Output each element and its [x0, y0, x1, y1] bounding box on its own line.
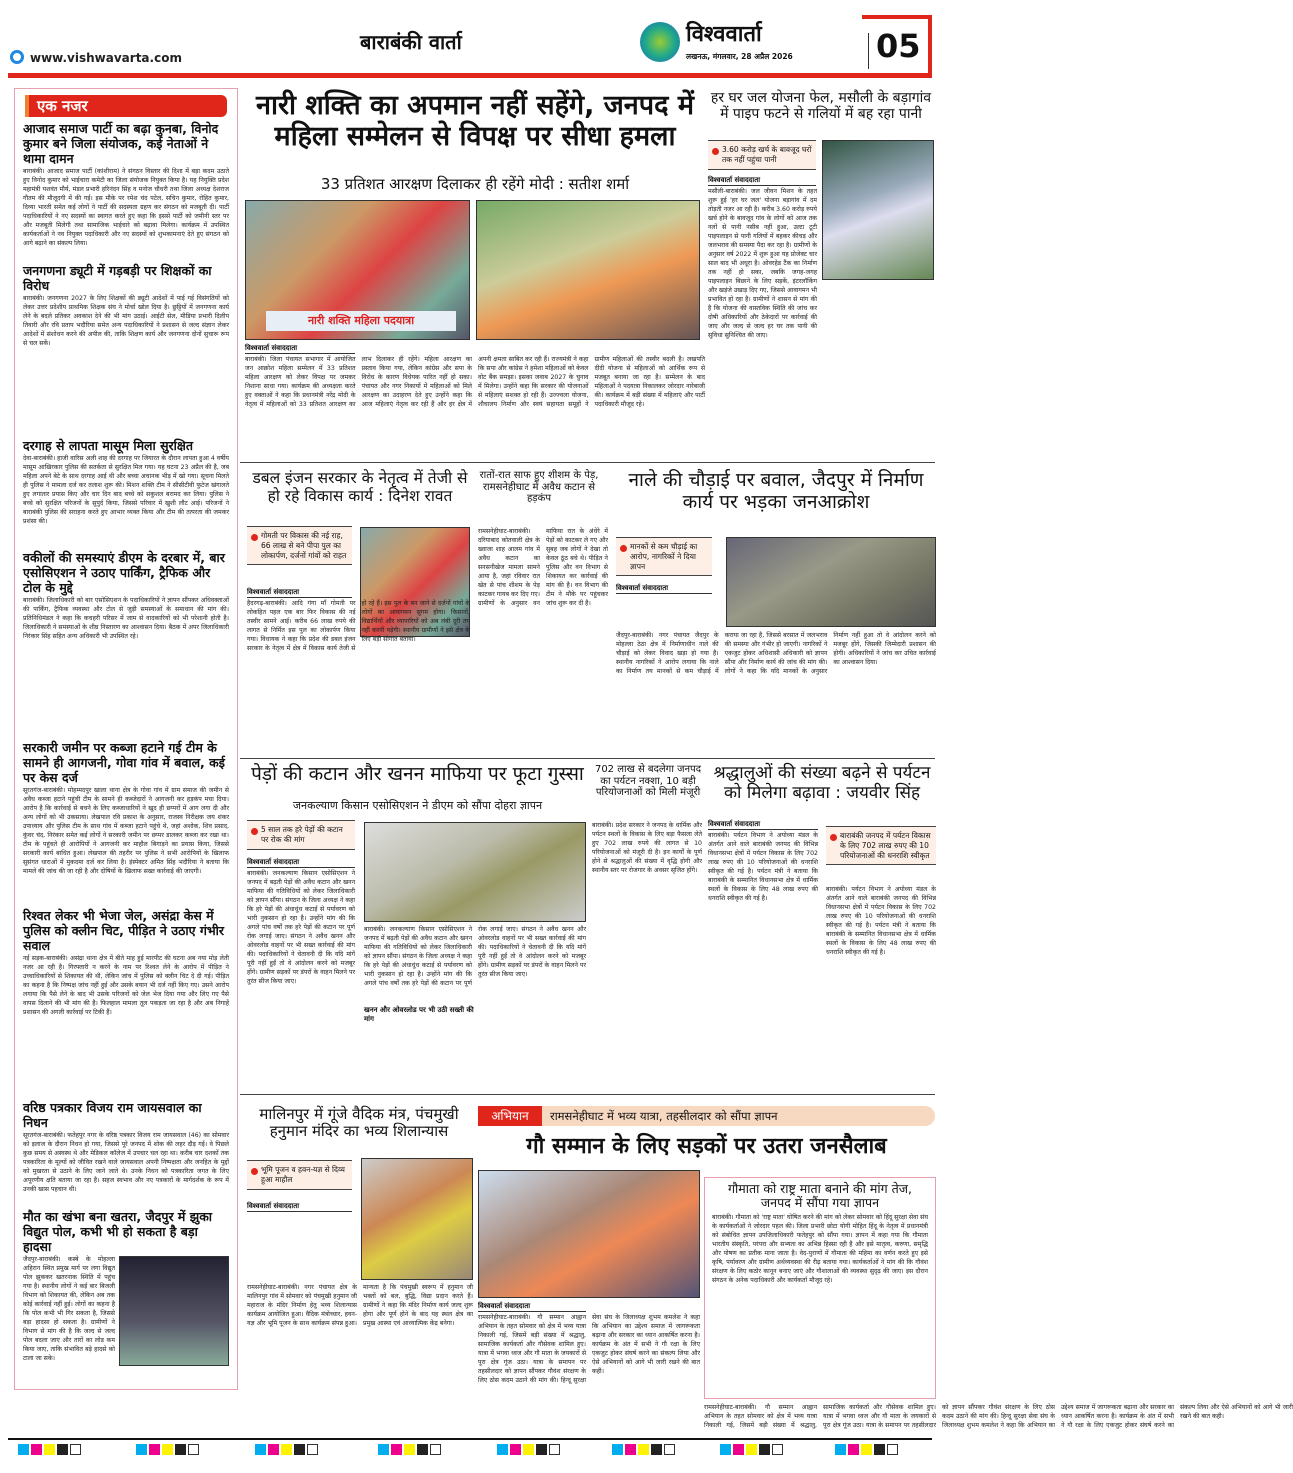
color-swatch [417, 1444, 428, 1455]
lead-byline: विश्ववार्ता संवाददाता [245, 344, 355, 354]
jal-text: मसौली-बाराबंकी। जल जीवन मिशन के तहत शुरू हुई 'हर घर जल' योजना बड़ागांव में दम तोड़ती नजर आ रही है। करीब 3.60 करोड़ रुपये खर्च होने के बावजूद गांव के लोगों को आज तक नलों से पानी नसीब नहीं हुआ, उल्टा टूटी पाइपलाइन से पानी गलियों में बहकर कीचड़ और जलभराव की समस्या पैदा कर रहा है। ग्रामीणों के अनुसार वर्ष 2022 में शुरू हुआ यह प्रोजेक्ट चार साल बाद भी अधूरा है। ओवरहेड टैंक का निर्माण तक नहीं हो सका, जबकि जगह-जगह पाइपलाइन बिछाने के लिए सड़कें, इंटरलॉकिंग और खड़ंजे उखाड़ दिए गए, जिससे आवागमन भी प्रभावित हो रहा है। ग्रामीणों ने शासन से मांग की है कि योजना की वास्तविक स्थिति की जांच कर दोषी अधिकारियों और ठेकेदारों पर कार्रवाई की जाए और जल्द से जल्द हर घर तक पानी की सुविधा सुनिश्चित की जाए। [708, 188, 817, 339]
lead-text: बाराबंकी। जिला पंचायत सभागार में आयोजित जन आक्रोश महिला सम्मेलन में 33 प्रतिशत महिला आरक्षण को लेकर विपक्ष पर जमकर निशाना साधा गया। कार्यक्रम की अध्यक्षता करते हुए वक्ताओं ने कहा कि प्रधानमंत्री नरेंद्र मोदी के नेतृत्व में महिलाओं को 33 प्रतिशत आरक्षण का लाभ दिलाकर ही रहेंगे। महिला आरक्षण का प्रस्ताव किया गया, लेकिन कांग्रेस और सपा के विरोध के कारण विधेयक पारित नहीं हो सका। पंचायत और नगर निकायों में महिलाओं को मिले आरक्षण का उदाहरण देते हुए उन्होंने कहा कि आज महिलाएं नेतृत्व कर रही हैं और हर क्षेत्र में अपनी क्षमता साबित कर रही हैं। राज्यमंत्री ने कहा कि सपा और कांग्रेस ने हमेशा महिलाओं को केवल वोट बैंक समझा। इसका जवाब 2027 के चुनाव में मिलेगा। उन्होंने कहा कि सरकार की योजनाओं से महिलाएं सशक्त हो रही हैं। उज्ज्वला योजना, शौचालय निर्माण और स्वयं सहायता समूहों ने ग्रामीण महिलाओं की तस्वीर बदली है। लखपति दीदी योजना से महिलाओं को आर्थिक रूप से मजबूत बनाया जा रहा है। सम्मेलन के बाद महिलाओं ने पदयात्रा निकालकर जोरदार नारेबाजी की। कार्यक्रम में बड़ी संख्या में महिलाएं और पार्टी पदाधिकारी मौजूद रहे। [245, 356, 705, 408]
color-swatch [70, 1444, 81, 1455]
color-swatch [536, 1444, 547, 1455]
color-swatch [294, 1444, 305, 1455]
brief-item [23, 263, 229, 435]
sheesham-text: रामसनेहीघाट-बाराबंकी। दरियाबाद कोतवाली क्षेत्र के ख्वाजा शाह आलम गांव में अवैध कटान का सनसनीखेज मामला सामने आया है, जहां रविवार रात खेत से पांच शीशम के पेड़ काटकर गायब कर दिए गए। ग्रामीणों के अनुसार वन माफिया रात के अंधेरे में पेड़ों को काटकर ले गए और सुबह जब लोगों ने देखा तो केवल ठूंठ बचे थे। पीड़ित ने पुलिस और वन विभाग से शिकायत कर कार्रवाई की मांग की है। वन विभाग की टीम ने मौके पर पहुंचकर जांच शुरू कर दी है। [478, 528, 608, 607]
gomata-headline: गौमाता को राष्ट्र माता बनाने की मांग तेज, जनपद में सौंपा गया ज्ञापन [728, 1181, 912, 1211]
ped-highlight: 5 साल तक हरे पेड़ों की कटान पर रोक की मांग [247, 820, 355, 850]
malinpur-body [247, 1202, 473, 1214]
brief-title: वरिष्ठ पत्रकार विजय राम जायसवाल का निधन [23, 1100, 202, 1130]
website-url[interactable]: www.vishwavarta.com [30, 51, 182, 65]
nala-headline: नाले की चौड़ाई पर बवाल, जैदपुर में निर्माण कार्य पर भड़का जनआक्रोश [628, 469, 924, 513]
cmyk-swatch-group [136, 1444, 199, 1455]
dateline: लखनऊ, मंगलवार, 28 अप्रैल 2026 [686, 52, 793, 61]
color-swatch [848, 1444, 859, 1455]
gau-text-continued: रामसनेहीघाट-बाराबंकी। गौ सम्मान आह्वान अभियान के तहत सोमवार को क्षेत्र में भव्य यात्रा निकाली गई, जिसमें बड़ी संख्या में श्रद्धालु, सामाजिक कार्यकर्ता और गौसेवक शामिल हुए। यात्रा में भगवा ध्वज और गौ माता के जयकारों से पूरा क्षेत्र गूंज उठा। यात्रा के समापन पर तहसीलदार को ज्ञापन सौंपकर गौवंश संरक्षण के लिए ठोस कदम उठाने की मांग की। हिन्दू सुरक्षा सेवा संघ के जिलाध्यक्ष शुभम कमलेश ने कहा कि अभियान का उद्देश्य समाज में जागरूकता बढ़ाना और सरकार का ध्यान आकर्षित करना है। कार्यक्रम के अंत में सभी ने गौ रक्षा के लिए एकजुट होकर संघर्ष करने का संकल्प लिया और ऐसे अभियानों को आगे भी जारी रखने की बात कही। [704, 1404, 1293, 1429]
lead-photo-rally [245, 200, 470, 340]
ped-text-col2: बाराबंकी। जनकल्याण किसान एसोसिएशन ने जनपद में बढ़ती पेड़ों की अवैध कटान और खनन माफिया की गतिविधियों को लेकर जिलाधिकारी को ज्ञापन सौंपा। संगठन के जिला अध्यक्ष ने कहा कि हरे पेड़ों की अंधाधुंध कटाई से पर्यावरण को भारी नुकसान हो रहा है। उन्होंने मांग की कि अगले पांच वर्षों तक हरे पेड़ों की कटान पर पूर्ण रोक लगाई जाए। संगठन ने अवैध खनन और ओवरलोड वाहनों पर भी सख्त कार्रवाई की मांग की। पदाधिकारियों ने चेतावनी दी कि यदि मांगें पूरी नहीं हुईं तो वे आंदोलन करने को मजबूर होंगे। ग्रामीण सड़कों पर डंपरों के वाहन मिलने पर तुरंत सीज किया जाए। [364, 926, 586, 987]
browser-e-icon [10, 50, 24, 64]
color-swatch [31, 1444, 42, 1455]
paryatan-headline: 702 लाख से बदलेगा जनपद का पर्यटन नक्शा, 10 बड़ी परियोजनाओं को मिली मंजूरी [594, 764, 702, 798]
color-swatch [268, 1444, 279, 1455]
color-swatch [612, 1444, 623, 1455]
dinesh-headline: डबल इंजन सरकार के नेतृत्व में तेजी से हो रहे विकास कार्य : दिनेश रावत [252, 469, 468, 505]
brief-title: मौत का खंभा बना खतरा, जैदपुर में झुका विद्युत पोल, कभी भी हो सकता है बड़ा हादसा [23, 1209, 213, 1254]
jal-highlight: 3.60 करोड़ खर्च के बावजूद घरों तक नहीं पहुंचा पानी [708, 140, 816, 170]
dinesh-highlight: गोमती पर विकास की नई राह, 66 लाख से बने पीपा पुल का लोकार्पण, दर्जनों गांवों को राहत [247, 526, 352, 565]
malinpur-headline: मालिनपुर में गूंजे वैदिक मंत्र, पंचमुखी हनुमान मंदिर का भव्य शिलान्यास [259, 1105, 459, 1141]
color-swatch [149, 1444, 160, 1455]
color-swatch [188, 1444, 199, 1455]
ped-byline: विश्ववार्ता संवाददाता [247, 858, 355, 868]
ped-body [247, 858, 587, 870]
jayveer-body [708, 820, 818, 1088]
color-swatch [510, 1444, 521, 1455]
dinesh-body [247, 588, 470, 755]
color-swatch [759, 1444, 770, 1455]
cmyk-swatch-group [378, 1444, 441, 1455]
brand-logo-icon [640, 22, 680, 62]
cmyk-swatch-group [18, 1444, 81, 1455]
color-swatch [255, 1444, 266, 1455]
color-swatch [18, 1444, 29, 1455]
color-swatch [57, 1444, 68, 1455]
brief-item [23, 908, 229, 1097]
brief-body: सूरतगंज-बाराबंकी। फतेहपुर नगर के वरिष्ठ पत्रकार विजय राम जायसवाल (46) का सोमवार को इलाज के दौरान निधन हो गया, जिससे पूरे जनपद में शोक की लहर दौड़ गई। वे पिछले कुछ समय से अस्वस्थ थे और मेडिकल कॉलेज में उपचार चल रहा था। करीब चार दशकों तक पत्रकारिता के मूल्यों को जीवित रखने वाले जायसवाल अपनी निष्पक्षता और जनहित के मुद्दों को मुखरता से उठाने के लिए जाने जाते थे। उनके निधन को पत्रकारिता जगत के लिए अपूरणीय क्षति बताया जा रहा है। सहज स्वभाव और नए पत्रकारों के मार्गदर्शक के रूप में उनकी खास पहचान थी। [23, 1132, 229, 1193]
color-swatch [391, 1444, 402, 1455]
ek-nazar-label: एक नजर [25, 95, 227, 117]
jal-headline: हर घर जल योजना फेल, मसौली के बड़ागांव में पाइप फटने से गलियों में बह रहा पानी [710, 90, 932, 123]
color-swatch [772, 1444, 783, 1455]
jayveer-headline: श्रद्धालुओं की संख्या बढ़ने से पर्यटन को मिलेगा बढ़ावा : जयवीर सिंह [713, 763, 931, 803]
nala-byline: विश्ववार्ता संवाददाता [616, 584, 712, 594]
color-swatch [44, 1444, 55, 1455]
brief-item [23, 121, 229, 260]
jayveer-text: बाराबंकी। पर्यटन विभाग ने अयोध्या मंडल के अंतर्गत आने वाले बाराबंकी जनपद की विभिन्न विधानसभा क्षेत्रों में पर्यटन विकास के लिए 702 लाख रुपए की 10 परियोजनाओं की धनराशि स्वीकृत की गई है। पर्यटन मंत्री ने बताया कि बाराबंकी के सम्मानित विधानसभा क्षेत्र में धार्मिक स्थलों के विकास के लिए 48 लाख रुपए की धनराशि स्वीकृत की गई है। [708, 832, 818, 902]
brief-item [23, 740, 229, 905]
gomata-text: बाराबंकी। गौमाता को 'राष्ट्र माता' घोषित करने की मांग को लेकर सोमवार को हिंदू सुरक्षा सेवा संघ के कार्यकर्ताओं ने जोरदार पहल की। जिला प्रभारी छोटा योगी मोहित हिंदू के नेतृत्व में प्रधानमंत्री को संबोधित ज्ञापन उपजिलाधिकारी फतेहपुर को सौंपा गया। ज्ञापन में कहा गया कि गौमाता भारतीय संस्कृति, परंपरा और सभ्यता का अभिन्न हिस्सा रही है और इसे मातृत्व, करुणा, समृद्धि और पोषण का प्रतीक माना जाता है। वेद-पुराणों में गौमाता की महिमा का वर्णन करते हुए इसे कृषि, पर्यावरण और ग्रामीण अर्थव्यवस्था की रीढ़ बताया गया। कार्यकर्ताओं ने मांग की कि गौवंश संरक्षण के लिए कठोर कानून बनाए जाएं और गौशालाओं की व्यवस्था सुदृढ़ की जाए। इस दौरान संगठन के अनेक पदाधिकारी और कार्यकर्ता मौजूद रहे। [712, 1213, 928, 1284]
lead-photo-effigy [476, 200, 700, 340]
abhiyan-kicker: रामसनेहीघाट में भव्य यात्रा, तहसीलदार को सौंपा ज्ञापन [550, 1109, 778, 1123]
jayveer-text-col2: बाराबंकी। पर्यटन विभाग ने अयोध्या मंडल के अंतर्गत आने वाले बाराबंकी जनपद की विभिन्न विधानसभा क्षेत्रों में पर्यटन विकास के लिए 702 लाख रुपए की 10 परियोजनाओं की धनराशि स्वीकृत की गई है। पर्यटन मंत्री ने बताया कि बाराबंकी के सम्मानित विधानसभा क्षेत्र में धार्मिक स्थलों के विकास के लिए 48 लाख रुपए की धनराशि स्वीकृत की गई है। [826, 886, 936, 956]
cmyk-swatch-group [835, 1444, 898, 1455]
divider [240, 758, 935, 759]
color-swatch [162, 1444, 173, 1455]
brief-item [23, 550, 229, 737]
nala-highlight: मानकों से कम चौड़ाई का आरोप, नागरिकों ने दिया ज्ञापन [616, 537, 712, 576]
brief-body: जैदपुर-बाराबंकी। कस्बे के मोहल्ला अहिरान स्थित प्रमुख मार्ग पर लगा विद्युत पोल झुककर खतरनाक स्थिति में पहुंच गया है। स्थानीय लोगों ने कई बार बिजली विभाग को शिकायत की, लेकिन अब तक कोई कार्रवाई नहीं हुई। लोगों का कहना है कि पोल कभी भी गिर सकता है, जिससे बड़ा हादसा हो सकता है। ग्रामीणों ने विभाग से मांग की है कि जल्द से जल्द पोल बदला जाए और तारों का लोड कम किया जाए, ताकि संभावित बड़े हादसे को टाला जा सके। [23, 1256, 115, 1362]
color-swatch [523, 1444, 534, 1455]
brief-body: सूरतगंज-बाराबंकी। मोहम्मदपुर खाला थाना क्षेत्र के गोवा गांव में ग्राम समाज की जमीन से अवैध कब्जा हटाने पहुंची टीम के सामने ही कब्जेदारों ने आगजनी कर हड़कंप मचा दिया। आरोप है कि कार्रवाई से बचने के लिए कब्जाधारियों ने खुद ही छप्परों में आग लगा दी और अन्य लोगों को भी उकसाया। लेखपाल रवि प्रकाश के अनुसार, राजस्व निरीक्षक जय शंकर उपाध्याय और पुलिस टीम के साथ गांव में कब्जा हटाने पहुंचे थे, जहां अशोक, शिव प्रसाद, कुंवर चंद, निरंकार समेत कई लोगों ने सरकारी जमीन पर छप्पर डालकर कब्जा कर रखा था। टीम के पहुंचते ही आरोपियों ने आगजनी कर माहौल बिगाड़ने का प्रयास किया, जिससे सरकारी कार्य बाधित हुआ। लेखपाल की तहरीर पर पुलिस ने सभी आरोपियों के खिलाफ सुसंगत धाराओं में मुकदमा दर्ज कर लिया है। इंस्पेक्टर अमित सिंह भदौरिया ने बताया कि मामले की जांच की जा रही है और दोषियों के खिलाफ सख्त कार्रवाई की जाएगी। [23, 787, 229, 875]
divider [240, 462, 935, 463]
color-swatch [549, 1444, 560, 1455]
color-swatch [746, 1444, 757, 1455]
paryatan-text: बाराबंकी। प्रदेश सरकार ने जनपद के धार्मिक और पर्यटन स्थलों के विकास के लिए बड़ा फैसला लेते हुए 702 लाख रुपये की लागत से 10 परियोजनाओं को मंजूरी दी है। इन कार्यों के पूर्ण होने से श्रद्धालुओं की संख्या में वृद्धि होगी और स्थानीय स्तर पर रोजगार के अवसर सृजित होंगे। [592, 822, 702, 874]
brief-title: सरकारी जमीन पर कब्जा हटाने गई टीम के सामने ही आगजनी, गोवा गांव में बवाल, कई पर केस दर्ज [23, 740, 225, 785]
brief-title: आजाद समाज पार्टी का बढ़ा कुनबा, विनोद कुमार बने जिला संयोजक, कई नेताओं ने थामा दामन [23, 121, 219, 166]
ek-nazar-column [14, 88, 238, 1390]
color-swatch [664, 1444, 675, 1455]
ped-subheadline: जनकल्याण किसान एसोसिएशन ने डीएम को सौंपा दोहरा ज्ञापन [292, 799, 543, 812]
color-swatch [175, 1444, 186, 1455]
masthead [0, 0, 945, 80]
brief-body: बाराबंकी। जिलाधिकारी को बार एसोसिएशन के पदाधिकारियों ने ज्ञापन सौंपकर अधिवक्ताओं की पार्किंग, ट्रैफिक व्यवस्था और टोल से जुड़ी समस्याओं के समाधान की मांग की। प्रतिनिधिमंडल ने कहा कि कचहरी परिसर में जाम से वादकारियों को भी परेशानी होती है। जिलाधिकारी ने समस्याओं के शीघ्र निस्तारण का आश्वासन दिया। बैठक में अपर जिलाधिकारी निरंकार सिंह सहित अन्य अधिकारी भी उपस्थित रहे। [23, 597, 229, 640]
color-swatch [651, 1444, 662, 1455]
page-number: 05 [876, 27, 921, 65]
jal-byline: विश्ववार्ता संवाददाता [708, 176, 816, 186]
jal-body [708, 176, 934, 456]
malinpur-photo [361, 1158, 473, 1280]
dinesh-text: हैदरगढ़-बाराबंकी। आदि गंगा माँ गोमती पर लोकहित पहल एक बार फिर विकास की नई तस्वीर सामने आई। करीब 66 लाख रुपये की लागत से निर्मित इस पुल का लोकार्पण किया गया। विधायक ने कहा कि प्रदेश की डबल इंजन सरकार के नेतृत्व में क्षेत्र में विकास कार्य तेजी से हो रहे हैं। इस पुल के बन जाने से दर्जनों गांवों के लोगों का आवागमन सुगम होगा। किसानों, विद्यार्थियों और व्यापारियों को अब लंबी दूरी तय नहीं करनी पड़ेगी। स्थानीय ग्रामीणों ने इसे क्षेत्र के लिए बड़ी सौगात बताया। [247, 600, 470, 652]
color-swatch [887, 1444, 898, 1455]
brief-item [23, 1100, 229, 1206]
color-swatch [874, 1444, 885, 1455]
abhiyan-tag: अभियान [478, 1106, 542, 1126]
lead-subheadline: 33 प्रतिशत आरक्षण दिलाकर ही रहेंगे मोदी : सतीश शर्मा [320, 175, 630, 193]
gau-text: रामसनेहीघाट-बाराबंकी। गौ सम्मान आह्वान अभियान के तहत सोमवार को क्षेत्र में भव्य यात्रा निकाली गई, जिसमें बड़ी संख्या में श्रद्धालु, सामाजिक कार्यकर्ता और गौसेवक शामिल हुए। यात्रा में भगवा ध्वज और गौ माता के जयकारों से पूरा क्षेत्र गूंज उठा। यात्रा के समापन पर तहसीलदार को ज्ञापन सौंपकर गौवंश संरक्षण के लिए ठोस कदम उठाने की मांग की। हिन्दू सुरक्षा सेवा संघ के जिलाध्यक्ष शुभम कमलेश ने कहा कि अभियान का उद्देश्य समाज में जागरूकता बढ़ाना और सरकार का ध्यान आकर्षित करना है। कार्यक्रम के अंत में सभी ने गौ रक्षा के लिए एकजुट होकर संघर्ष करने का संकल्प लिया और ऐसे अभियानों को आगे भी जारी रखने की बात कही। [478, 1314, 700, 1384]
brief-title: दरगाह से लापता मासूम मिला सुरक्षित [23, 438, 193, 453]
brief-body: नई सड़क-बाराबंकी। असंद्रा थाना क्षेत्र में बीते माह हुई मारपीट की घटना अब नया मोड़ लेती नजर आ रही है। गिरफ्तारी न करने के नाम पर रिश्वत लेने के आरोप में पीड़ित ने उच्चाधिकारियों से शिकायत की थी, लेकिन जांच में पुलिस को क्लीन चिट दे दी गई। पीड़ित का कहना है कि निष्पक्ष जांच नहीं हुई और उसके बयान भी दर्ज नहीं किए गए। उसने आरोप लगाया कि पैसे लेने के बाद भी उसके परिजनों को जेल भेज दिया गया और लिए गए पैसे वापस दिलाने की भी मांग की है। फिलहाल मामला तूल पकड़ता जा रहा है और अब निगाहें प्रशासन की अगली कार्रवाई पर टिकी हैं। [23, 955, 229, 1016]
footer-rule [8, 1438, 932, 1440]
brief-body: बाराबंकी। आजाद समाज पार्टी (कांशीराम) ने संगठन विस्तार की दिशा में बड़ा कदम उठाते हुए विनोद कुमार को भाईचारा कमेटी का जिला संयोजक नियुक्त किया है। यह नियुक्ति प्रदेश महामंत्री यशवंत मौर्य, मंडल प्रभारी हरिनंदन सिंह व मनोज चौधरी तथा जिला अध्यक्ष देशराज गौतम की मौजूदगी में की गई। इस मौके पर रमेश चंद पटेल, सचिन कुमार, रोहित कुमार, दिव्या भारती समेत कई लोगों ने पार्टी की सदस्यता ग्रहण कर संगठन को मजबूती दी। पार्टी पदाधिकारियों ने नए सदस्यों का स्वागत करते हुए कहा कि इससे पार्टी को जमीनी स्तर पर और मजबूती मिलेगी तथा सामाजिक भाईचारे को बढ़ावा मिलेगा। कार्यक्रम में उपस्थित कार्यकर्ताओं ने नव नियुक्त पदाधिकारी और नए सदस्यों को शुभकामनाएं देते हुए संगठन को आगे बढ़ाने का संकल्प लिया। [23, 168, 229, 247]
color-swatch [378, 1444, 389, 1455]
ped-subhead: खनन और ओवरलोड पर भी उठी सख्ती की मांग [364, 1006, 474, 1023]
cmyk-swatch-group [497, 1444, 560, 1455]
malinpur-text: रामसनेहीघाट-बाराबंकी। नगर पंचायत क्षेत्र के मालिनपुर गांव में सोमवार को पंचमुखी हनुमान जी महाराज के मंदिर निर्माण हेतु भव्य शिलान्यास कार्यक्रम आयोजित हुआ। वैदिक मंत्रोच्चार, हवन-यज्ञ और भूमि पूजन के साथ कार्यक्रम संपन्न हुआ। मान्यता है कि पंचमुखी स्वरूप में हनुमान जी भक्तों को बल, बुद्धि, विद्या प्रदान करते हैं। ग्रामीणों ने कहा कि मंदिर निर्माण कार्य जल्द शुरू होगा और पूर्ण होने के बाद यह स्थल क्षेत्र का प्रमुख आस्था एवं आध्यात्मिक केंद्र बनेगा। [247, 1284, 473, 1327]
cmyk-swatch-group [255, 1444, 318, 1455]
section-title: बाराबंकी वार्ता [360, 30, 462, 54]
lead-body [245, 344, 705, 454]
malinpur-byline: विश्ववार्ता संवाददाता [247, 1202, 352, 1212]
color-swatch [307, 1444, 318, 1455]
cmyk-swatch-group [612, 1444, 675, 1455]
nala-text: जैदपुर-बाराबंकी। नगर पंचायत जैदपुर के मोहल्ला ठेठा क्षेत्र में निर्माणाधीन नाले की चौड़ाई को लेकर विवाद खड़ा हो गया है। स्थानीय नागरिकों ने आरोप लगाया कि नाले का निर्माण तय मानकों से कम चौड़ाई में कराया जा रहा है, जिससे बरसात में जलभराव की समस्या और गंभीर हो जाएगी। नागरिकों ने एकजुट होकर अधिशासी अधिकारी को ज्ञापन सौंपा और निर्माण कार्य की जांच की मांग की। लोगों ने कहा कि यदि मानकों के अनुसार निर्माण नहीं हुआ तो वे आंदोलन करने को मजबूर होंगे, जिसकी जिम्मेदारी प्रशासन की होगी। अधिकारियों ने जांच कर उचित कार्रवाई का आश्वासन दिया। [616, 632, 936, 675]
page-number-box [862, 15, 932, 75]
brief-item [23, 438, 229, 547]
color-swatch [497, 1444, 508, 1455]
nala-construction-photo [726, 537, 936, 627]
color-swatch [720, 1444, 731, 1455]
ped-memorandum-photo [364, 822, 586, 922]
gau-rally-photo [478, 1170, 700, 1298]
abhiyan-banner [478, 1106, 935, 1126]
color-swatch [430, 1444, 441, 1455]
color-swatch [136, 1444, 147, 1455]
color-swatch [404, 1444, 415, 1455]
dinesh-byline: विश्ववार्ता संवाददाता [247, 588, 352, 598]
color-swatch [835, 1444, 846, 1455]
electric-pole-photo [119, 1256, 229, 1366]
jayveer-highlight: बाराबंकी जनपद में पर्यटन विकास के लिए 702 लाख रुपए की 10 परियोजनाओं की धनराशि स्वीकृत [826, 826, 936, 865]
nala-body [616, 584, 936, 596]
color-swatch [861, 1444, 872, 1455]
color-swatch [281, 1444, 292, 1455]
header-rule [8, 73, 932, 78]
brief-title: वकीलों की समस्याएं डीएम के दरबार में, बार एसोसिएशन ने उठाए पार्किंग, ट्रैफिक और टोल के मुद्दे [23, 550, 225, 595]
ped-headline: पेड़ों की कटान और खनन माफिया पर फूटा गुस्सा [251, 763, 584, 785]
sheesham-headline: रातों-रात साफ हुए शीशम के पेड़, रामसनेहीघाट में अवैध कटान से हड़कंप [479, 470, 599, 504]
brief-body: देवा-बाराबंकी। हाजी वारिस अली शाह की दरगाह पर जियारत के दौरान लापता हुआ 4 वर्षीय मासूम आखिरकार पुलिस की सतर्कता से सुरक्षित मिल गया। यह घटना 23 अप्रैल की है, जब महिला अपने बेटे के साथ दरगाह आई थी और बच्चा अचानक भीड़ में खो गया। सूचना मिलते ही पुलिस ने मामला दर्ज कर तलाश शुरू की। मिशन शक्ति टीम ने सीसीटीवी फुटेज खंगालते हुए लगातार प्रयास किए और चार दिन बाद बच्चे को सकुशल बरामद कर लिया। पुलिस ने बच्चे को सुरक्षित परिजनों के सुपुर्द किया, जिससे परिवार में खुशी लौट आई। परिजनों ने बाराबंकी पुलिस की सराहना करते हुए आभार व्यक्त किया और टीम की तत्परता की जमकर प्रशंसा की। [23, 455, 229, 525]
gau-body [478, 1302, 700, 1402]
rally-banner: नारी शक्ति महिला पदयात्रा [266, 311, 456, 331]
brief-title: जनगणना ड्यूटी में गड़बड़ी पर शिक्षकों का विरोध [23, 263, 212, 293]
gau-byline: विश्ववार्ता संवाददाता [478, 1302, 586, 1312]
brief-body: बाराबंकी। जनगणना 2027 के लिए शिक्षकों की ड्यूटी आदेशों में पाई गई विसंगतियों को लेकर उत्तर प्रदेशीय प्राथमिक शिक्षक संघ ने मोर्चा खोल दिया है। छुट्टियों में जनगणना कार्य लेने के बदले प्रतिकर अवकाश देने की भी मांग उठाई। आईटी सेल, मीडिया प्रभारी दिलीप तिवारी और रवि प्रताप भदौरिया समेत अन्य पदाधिकारियों ने प्रशासन से जल्द संज्ञान लेकर आदेशों में संशोधन करने की अपील की, ताकि शिक्षण कार्य और जनगणना दोनों सुचारू रूप से चल सकें। [23, 295, 229, 347]
gomata-box [704, 1177, 936, 1399]
brief-title: रिश्वत लेकर भी भेजा जेल, असंद्रा केस में पुलिस को क्लीन चिट, पीड़ित ने उठाए गंभीर सवाल [23, 908, 225, 953]
color-swatch [733, 1444, 744, 1455]
lead-headline: नारी शक्ति का अपमान नहीं सहेंगे, जनपद में महिला सम्मेलन से विपक्ष पर सीधा हमला [255, 90, 695, 153]
color-swatch [625, 1444, 636, 1455]
color-swatch [638, 1444, 649, 1455]
divider [240, 1094, 935, 1095]
brand-name: विश्ववार्ता [686, 22, 762, 47]
malinpur-highlight: भूमि पूजन व हवन-यज्ञ से दिव्य हुआ माहौल [247, 1160, 352, 1190]
brief-item [23, 1209, 229, 1416]
jayveer-byline: विश्ववार्ता संवाददाता [708, 820, 818, 830]
gau-headline: गौ सम्मान के लिए सड़कों पर उतरा जनसैलाब [526, 1134, 887, 1159]
cmyk-swatch-group [720, 1444, 783, 1455]
ped-text-col1: बाराबंकी। जनकल्याण किसान एसोसिएशन ने जनपद में बढ़ती पेड़ों की अवैध कटान और खनन माफिया की गतिविधियों को लेकर जिलाधिकारी को ज्ञापन सौंपा। संगठन के जिला अध्यक्ष ने कहा कि हरे पेड़ों की अंधाधुंध कटाई से पर्यावरण को भारी नुकसान हो रहा है। उन्होंने मांग की कि अगले पांच वर्षों तक हरे पेड़ों की कटान पर पूर्ण रोक लगाई जाए। संगठन ने अवैध खनन और ओवरलोड वाहनों पर भी सख्त कार्रवाई की मांग की। पदाधिकारियों ने चेतावनी दी कि यदि मांगें पूरी नहीं हुईं तो वे आंदोलन करने को मजबूर होंगे। ग्रामीण सड़कों पर डंपरों के वाहन मिलने पर तुरंत सीज किया जाए। [247, 870, 355, 985]
